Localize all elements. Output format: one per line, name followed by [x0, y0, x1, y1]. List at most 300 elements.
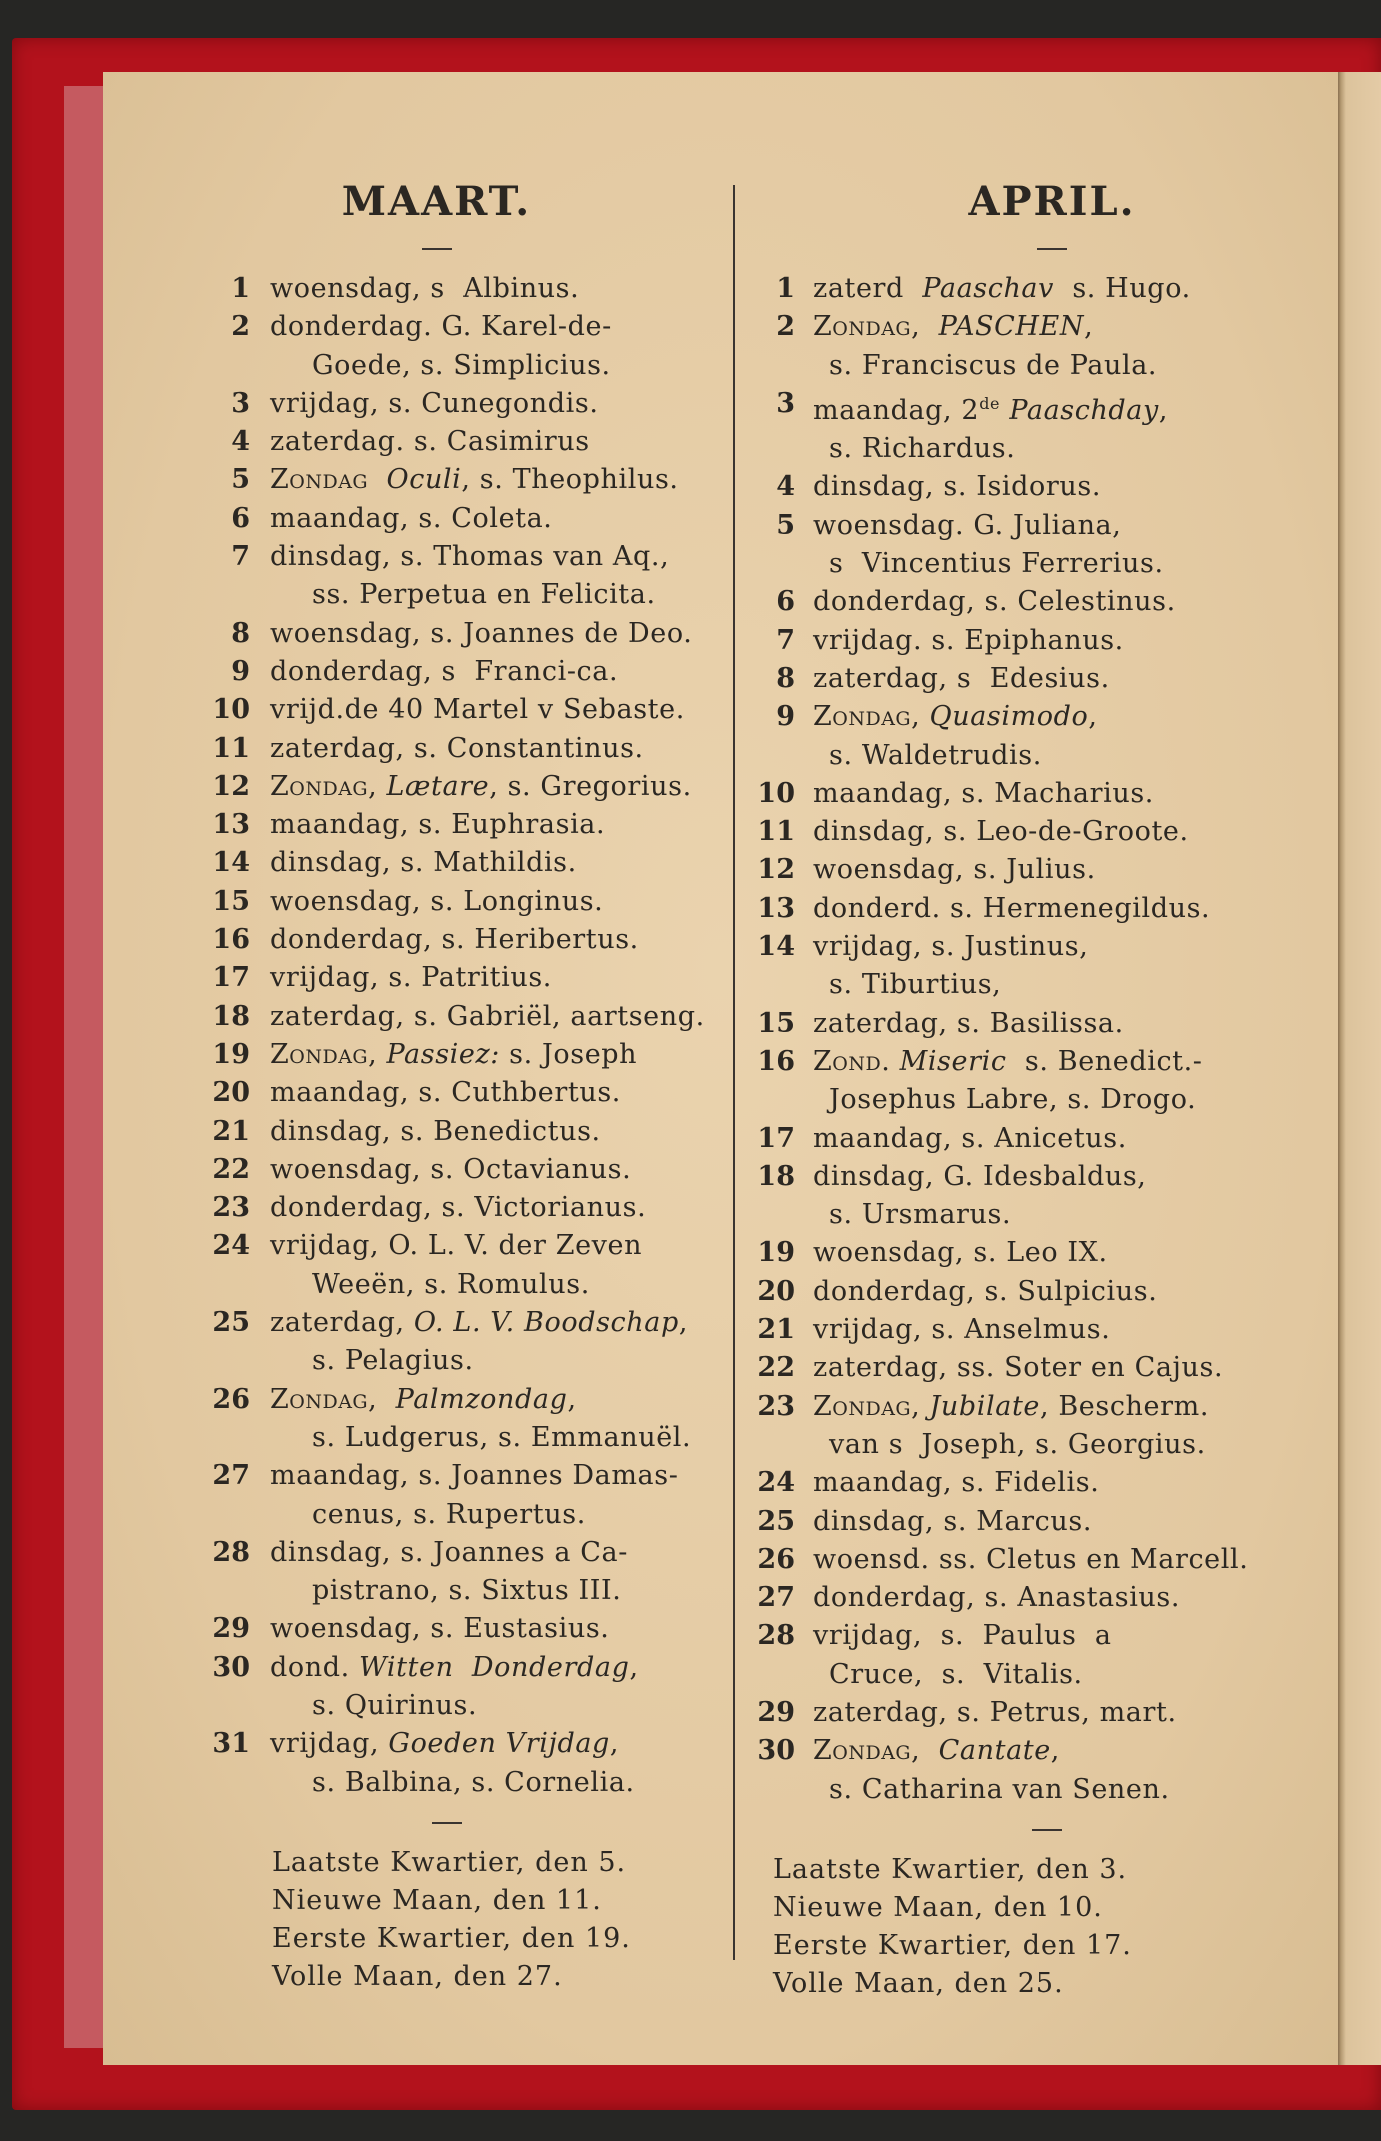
- moon-phase: Eerste Kwartier, den 19.: [272, 1922, 631, 1954]
- day-number: 24: [757, 1467, 795, 1499]
- day-number: 19: [212, 1038, 250, 1070]
- day-text: [270, 347, 611, 385]
- day-text: [270, 691, 685, 729]
- text-segment: s. Quirinus.: [312, 1689, 478, 1721]
- text-segment: vrijdag, s. Patritius.: [270, 962, 552, 994]
- day-text: [270, 1687, 477, 1725]
- day-entry: [104, 653, 729, 691]
- text-segment: , s. Theophilus.: [461, 464, 679, 496]
- text-segment: de: [979, 393, 1001, 413]
- day-number: 21: [757, 1314, 795, 1346]
- day-entry: [737, 1732, 1337, 1770]
- feast-name: PASCHEN: [938, 311, 1085, 343]
- text-segment: [1000, 395, 1009, 426]
- day-number: 8: [776, 662, 795, 694]
- text-segment: zaterdag, s. Gabriël, aartseng.: [270, 1000, 705, 1032]
- text-segment: ,: [1050, 1735, 1060, 1767]
- feast-name: Paaschav: [922, 273, 1054, 304]
- day-entry: [104, 806, 729, 844]
- title-rule: [422, 248, 452, 250]
- day-text: [270, 270, 579, 308]
- day-number: 8: [231, 617, 250, 649]
- day-number: 4: [776, 471, 795, 503]
- text-segment: donderdag, s. Sulpicius.: [813, 1275, 1158, 1307]
- day-text: [270, 998, 705, 1036]
- sunday-label: Zondag: [270, 1383, 369, 1415]
- moon-phases: [737, 1851, 1337, 2003]
- text-segment: .: [881, 1045, 900, 1077]
- day-number: 22: [757, 1352, 795, 1384]
- day-entry-continuation: [104, 1572, 729, 1610]
- text-segment: s. Richardus.: [829, 433, 1016, 465]
- text-segment: ,: [911, 701, 930, 733]
- day-entry-continuation: [737, 1426, 1337, 1464]
- day-number: 10: [757, 777, 795, 809]
- day-entry: [737, 1349, 1337, 1387]
- day-entry-continuation: [104, 576, 729, 614]
- feast-name: Lætare: [386, 770, 490, 802]
- day-entry: [104, 1074, 729, 1112]
- text-segment: zaterdag, s. Petrus, mart.: [813, 1696, 1177, 1728]
- day-text: [813, 737, 1042, 775]
- text-segment: ,: [678, 1307, 689, 1339]
- text-segment: woensdag, s. Leo IX.: [813, 1237, 1108, 1269]
- day-text: [813, 507, 1121, 545]
- text-segment: Weeën, s. Romulus.: [312, 1268, 590, 1300]
- day-number: 5: [776, 509, 795, 541]
- day-text: [270, 1725, 619, 1763]
- day-text: [813, 1120, 1127, 1158]
- day-text: [270, 1381, 577, 1419]
- moon-phases: [104, 1844, 729, 1996]
- text-segment: woensd. ss. Cletus en Marcell.: [813, 1543, 1249, 1575]
- feast-name: Passiez:: [386, 1038, 500, 1070]
- day-number: 13: [212, 809, 250, 841]
- day-number: 3: [231, 387, 250, 419]
- day-text: [270, 1151, 631, 1189]
- day-entry: [104, 423, 729, 461]
- section-rule: [432, 1822, 462, 1824]
- text-segment: vrijdag, s. Justinus,: [813, 931, 1089, 963]
- day-text: [813, 1349, 1223, 1387]
- day-entry: [737, 660, 1337, 698]
- feast-name: Oculi: [386, 464, 462, 496]
- day-text: [813, 1158, 1146, 1196]
- text-segment: vrijdag. s. Epiphanus.: [813, 624, 1124, 656]
- day-text: [270, 1496, 586, 1534]
- day-text: [270, 806, 605, 844]
- text-segment: dinsdag, s. Mathildis.: [270, 847, 577, 879]
- text-segment: vrijdag, s. Anselmus.: [813, 1314, 1111, 1346]
- day-entry: [104, 959, 729, 997]
- column-divider: [733, 185, 735, 1960]
- day-entry: [737, 1579, 1337, 1617]
- day-text: [813, 1081, 1196, 1119]
- day-text: [813, 468, 1101, 506]
- text-segment: dinsdag, s. Thomas van Aq.,: [270, 541, 670, 573]
- text-segment: zaterdag, s Edesius.: [813, 662, 1110, 694]
- sunday-label: Zond: [813, 1045, 882, 1077]
- day-entry: [737, 468, 1337, 506]
- sunday-label: Zondag: [813, 701, 912, 733]
- moon-phase: Nieuwe Maan, den 11.: [272, 1884, 602, 1916]
- day-text: [270, 1189, 646, 1227]
- text-segment: zaterd: [813, 273, 923, 304]
- day-text: [270, 1304, 688, 1342]
- day-number: 18: [212, 1000, 250, 1032]
- text-segment: , Bescherm.: [1039, 1390, 1210, 1422]
- day-text: [813, 1043, 1203, 1081]
- text-segment: ,: [609, 1728, 620, 1760]
- day-entry: [737, 1005, 1337, 1043]
- day-text: [270, 1113, 601, 1151]
- text-segment: donderdag, s. Victorianus.: [270, 1192, 647, 1224]
- day-number: 29: [212, 1613, 250, 1645]
- day-entry-continuation: [737, 1196, 1337, 1234]
- text-segment: zaterdag, s. Basilissa.: [813, 1007, 1124, 1039]
- day-text: [270, 1074, 621, 1112]
- day-number: [104, 1419, 270, 1457]
- day-number: 30: [757, 1735, 795, 1767]
- text-segment: ,: [368, 770, 387, 802]
- day-text: [270, 385, 599, 423]
- day-text: [813, 1656, 1083, 1694]
- day-entry-continuation: [104, 347, 729, 385]
- day-text: [813, 385, 1168, 430]
- month-column-maart: [104, 178, 729, 1996]
- text-segment: woensdag. G. Juliana,: [813, 509, 1122, 541]
- day-text: [813, 1196, 1011, 1234]
- day-text: [270, 921, 639, 959]
- feast-name: Paaschday: [1009, 394, 1159, 426]
- day-entry: [737, 622, 1337, 660]
- text-segment: maandag, s. Macharius.: [813, 777, 1154, 809]
- day-number: [737, 966, 813, 1004]
- day-entry: [104, 883, 729, 921]
- day-entry: [104, 385, 729, 423]
- sunday-label: Zondag: [270, 770, 369, 802]
- day-text: [813, 775, 1154, 813]
- text-segment: woensdag, s Albinus.: [270, 273, 580, 304]
- text-segment: s. Waldetrudis.: [829, 739, 1042, 771]
- moon-phase: Eerste Kwartier, den 17.: [773, 1929, 1132, 1961]
- text-segment: Josephus Labre, s. Drogo.: [829, 1084, 1197, 1116]
- text-segment: [368, 464, 386, 495]
- next-page-edge: [1338, 72, 1381, 2065]
- day-text: [270, 615, 692, 653]
- day-text: [270, 844, 577, 882]
- text-segment: maandag, s. Fidelis.: [813, 1467, 1100, 1499]
- text-segment: s. Catharina van Senen.: [829, 1773, 1170, 1805]
- day-number: 17: [757, 1122, 795, 1154]
- day-entry-continuation: [104, 1496, 729, 1534]
- day-entry: [737, 385, 1337, 430]
- day-text: [270, 1610, 609, 1648]
- day-entry-continuation: [737, 1081, 1337, 1119]
- day-number: 3: [776, 387, 795, 419]
- day-text: [270, 1572, 621, 1610]
- day-text: [270, 500, 553, 538]
- day-text: [813, 1273, 1157, 1311]
- day-entry: [737, 1464, 1337, 1502]
- day-entry: [737, 813, 1337, 851]
- text-segment: van s Joseph, s. Georgius.: [829, 1428, 1206, 1460]
- day-entry: [104, 921, 729, 959]
- text-segment: ,: [1158, 394, 1169, 426]
- text-segment: donderdag, s. Heribertus.: [270, 924, 639, 956]
- text-segment: dinsdag, s. Isidorus.: [813, 471, 1102, 503]
- day-text: [813, 851, 1096, 889]
- text-segment: zaterdag, ss. Soter en Cajus.: [813, 1352, 1224, 1384]
- day-text: [813, 1579, 1180, 1617]
- day-entry: [104, 538, 729, 576]
- day-text: [813, 622, 1124, 660]
- day-entry: [104, 270, 729, 308]
- feast-name: Miseric: [899, 1045, 1007, 1077]
- day-number: 21: [212, 1115, 250, 1147]
- day-entry: [737, 1617, 1337, 1655]
- day-number: 13: [757, 892, 795, 924]
- text-segment: woensdag, s. Longinus.: [270, 885, 604, 917]
- feast-name: Witten Donderdag: [358, 1651, 630, 1683]
- day-number: 16: [757, 1045, 795, 1077]
- day-number: [737, 1426, 813, 1464]
- text-segment: vrijdag, s. Paulus a: [813, 1620, 1112, 1652]
- day-text: [270, 653, 618, 691]
- day-text: [813, 1311, 1110, 1349]
- day-number: [737, 1081, 813, 1119]
- day-number: 17: [212, 962, 250, 994]
- day-entry: [737, 1694, 1337, 1732]
- day-text: [270, 730, 644, 768]
- day-number: 15: [212, 885, 250, 917]
- text-segment: , s. Gregorius.: [489, 770, 692, 802]
- day-number: 14: [212, 847, 250, 879]
- day-entry-continuation: [104, 1419, 729, 1457]
- sunday-label: Zondag: [270, 464, 369, 496]
- day-number: 25: [757, 1505, 795, 1537]
- day-entry: [104, 1610, 729, 1648]
- text-segment: ,: [1088, 701, 1098, 733]
- day-text: [270, 1649, 639, 1687]
- text-segment: maandag, 2: [813, 394, 980, 426]
- day-number: [104, 1764, 270, 1802]
- day-number: 18: [757, 1160, 795, 1192]
- month-title: APRIL.: [968, 178, 1136, 225]
- text-segment: dond.: [270, 1651, 359, 1683]
- day-entry: [104, 1649, 729, 1687]
- moon-phase: Volle Maan, den 27.: [272, 1960, 563, 1992]
- day-entry: [104, 998, 729, 1036]
- day-text: [813, 1503, 1092, 1541]
- text-segment: ,: [629, 1651, 639, 1683]
- day-text: [813, 928, 1088, 966]
- day-number: [737, 347, 813, 385]
- text-segment: donderd. s. Hermenegildus.: [813, 892, 1211, 924]
- day-entry-continuation: [737, 966, 1337, 1004]
- day-number: 23: [212, 1192, 250, 1224]
- day-entry-continuation: [104, 1266, 729, 1304]
- day-entry: [104, 1381, 729, 1419]
- day-number: 11: [757, 816, 795, 848]
- day-number: 23: [757, 1390, 795, 1422]
- moon-phase: Nieuwe Maan, den 10.: [773, 1891, 1103, 1923]
- day-number: 19: [757, 1237, 795, 1269]
- day-list: [104, 270, 729, 1802]
- day-number: 1: [776, 273, 795, 304]
- day-text: [813, 1541, 1248, 1579]
- day-entry: [104, 730, 729, 768]
- day-text: [813, 583, 1176, 621]
- day-entry-continuation: [737, 545, 1337, 583]
- text-segment: woensdag, s. Eustasius.: [270, 1613, 610, 1645]
- day-text: [270, 1764, 635, 1802]
- text-segment: dinsdag, s. Benedictus.: [270, 1115, 601, 1147]
- day-text: [270, 461, 679, 499]
- day-text: [270, 959, 552, 997]
- day-number: 16: [212, 924, 250, 956]
- day-entry: [737, 308, 1337, 346]
- day-number: 25: [212, 1307, 250, 1339]
- text-segment: ,: [368, 1383, 396, 1415]
- day-text: [813, 308, 1093, 346]
- day-number: [104, 576, 270, 614]
- day-text: [813, 1617, 1112, 1655]
- day-entry: [104, 461, 729, 499]
- text-segment: s Vincentius Ferrerius.: [829, 548, 1164, 580]
- day-number: 7: [776, 624, 795, 656]
- day-entry: [737, 1043, 1337, 1081]
- text-segment: vrijdag, s. Cunegondis.: [270, 387, 599, 419]
- day-number: 7: [231, 541, 250, 573]
- text-segment: woensdag, s. Joannes de Deo.: [270, 617, 693, 649]
- day-number: [104, 1496, 270, 1534]
- feast-name: Quasimodo: [929, 701, 1089, 733]
- day-entry-continuation: [737, 737, 1337, 775]
- day-text: [813, 1426, 1206, 1464]
- day-number: 2: [231, 311, 250, 343]
- sunday-label: Zondag: [813, 1390, 912, 1422]
- day-text: [813, 430, 1015, 468]
- day-number: 31: [212, 1728, 250, 1760]
- day-entry: [737, 851, 1337, 889]
- day-number: 22: [212, 1153, 250, 1185]
- day-text: [813, 1694, 1177, 1732]
- text-segment: zaterdag, s. Constantinus.: [270, 732, 644, 764]
- day-entry: [737, 270, 1337, 308]
- day-entry-continuation: [104, 1342, 729, 1380]
- text-segment: ,: [911, 311, 939, 343]
- text-segment: ss. Perpetua en Felicita.: [312, 579, 656, 611]
- day-text: [270, 1534, 628, 1572]
- text-segment: maandag, s. Coleta.: [270, 502, 553, 534]
- day-number: 6: [776, 586, 795, 618]
- text-segment: donderdag, s. Celestinus.: [813, 586, 1176, 618]
- day-entry: [104, 1304, 729, 1342]
- day-text: [270, 538, 669, 576]
- feast-name: Palmzondag: [395, 1383, 568, 1415]
- day-entry: [737, 1541, 1337, 1579]
- day-text: [270, 768, 692, 806]
- day-text: [813, 270, 1191, 308]
- text-segment: ,: [1084, 311, 1094, 343]
- day-number: [737, 545, 813, 583]
- text-segment: dinsdag, s. Joannes a Ca-: [270, 1536, 628, 1568]
- text-segment: ,: [368, 1038, 387, 1070]
- day-entry-continuation: [737, 430, 1337, 468]
- day-text: [270, 1036, 637, 1074]
- text-segment: woensdag, s. Julius.: [813, 854, 1096, 886]
- text-segment: cenus, s. Rupertus.: [312, 1498, 586, 1530]
- text-segment: donderdag, s. Anastasius.: [813, 1582, 1181, 1614]
- day-number: 15: [757, 1007, 795, 1039]
- day-entry: [737, 698, 1337, 736]
- day-entry: [737, 583, 1337, 621]
- day-number: 27: [757, 1582, 795, 1614]
- day-number: [737, 1656, 813, 1694]
- day-number: [104, 1266, 270, 1304]
- day-text: [270, 576, 656, 614]
- text-segment: dinsdag, G. Idesbaldus,: [813, 1160, 1147, 1192]
- text-segment: ,: [911, 1735, 939, 1767]
- day-number: 2: [776, 311, 795, 343]
- day-number: 6: [231, 502, 250, 534]
- text-segment: woensdag, s. Octavianus.: [270, 1153, 632, 1185]
- title-rule: [1037, 248, 1067, 250]
- day-entry: [737, 507, 1337, 545]
- day-text: [813, 660, 1110, 698]
- text-segment: donderdag. G. Karel-de-: [270, 311, 612, 343]
- day-entry: [104, 1534, 729, 1572]
- day-text: [270, 1342, 474, 1380]
- day-text: [813, 1771, 1170, 1809]
- day-text: [813, 966, 1001, 1004]
- day-number: 20: [212, 1077, 250, 1109]
- day-text: [813, 1005, 1124, 1043]
- day-number: 9: [776, 701, 795, 733]
- text-segment: Cruce, s. Vitalis.: [829, 1658, 1083, 1690]
- day-text: [813, 1464, 1099, 1502]
- moon-phase: Volle Maan, den 25.: [773, 1967, 1064, 1999]
- sunday-label: Zondag: [270, 1038, 369, 1070]
- day-number: 26: [212, 1383, 250, 1415]
- day-entry: [737, 1273, 1337, 1311]
- day-entry: [104, 500, 729, 538]
- day-number: 9: [231, 655, 250, 687]
- text-segment: s. Ludgerus, s. Emmanuël.: [312, 1421, 692, 1453]
- day-entry-continuation: [737, 347, 1337, 385]
- text-segment: s. Pelagius.: [312, 1345, 474, 1377]
- day-entry: [737, 1503, 1337, 1541]
- day-text: [813, 1388, 1209, 1426]
- day-entry: [104, 1189, 729, 1227]
- day-number: 12: [212, 770, 250, 802]
- day-entry-continuation: [737, 1771, 1337, 1809]
- day-entry: [737, 1311, 1337, 1349]
- day-text: [813, 813, 1189, 851]
- day-entry: [737, 1234, 1337, 1272]
- day-text: [813, 347, 1157, 385]
- day-number: 27: [212, 1460, 250, 1492]
- day-text: [813, 1234, 1108, 1272]
- day-entry: [104, 768, 729, 806]
- day-entry: [104, 615, 729, 653]
- day-number: 4: [231, 426, 250, 458]
- day-number: [104, 347, 270, 385]
- text-segment: maandag, s. Joannes Damas-: [270, 1460, 679, 1492]
- text-segment: dinsdag, s. Marcus.: [813, 1505, 1093, 1537]
- day-text: [270, 1419, 691, 1457]
